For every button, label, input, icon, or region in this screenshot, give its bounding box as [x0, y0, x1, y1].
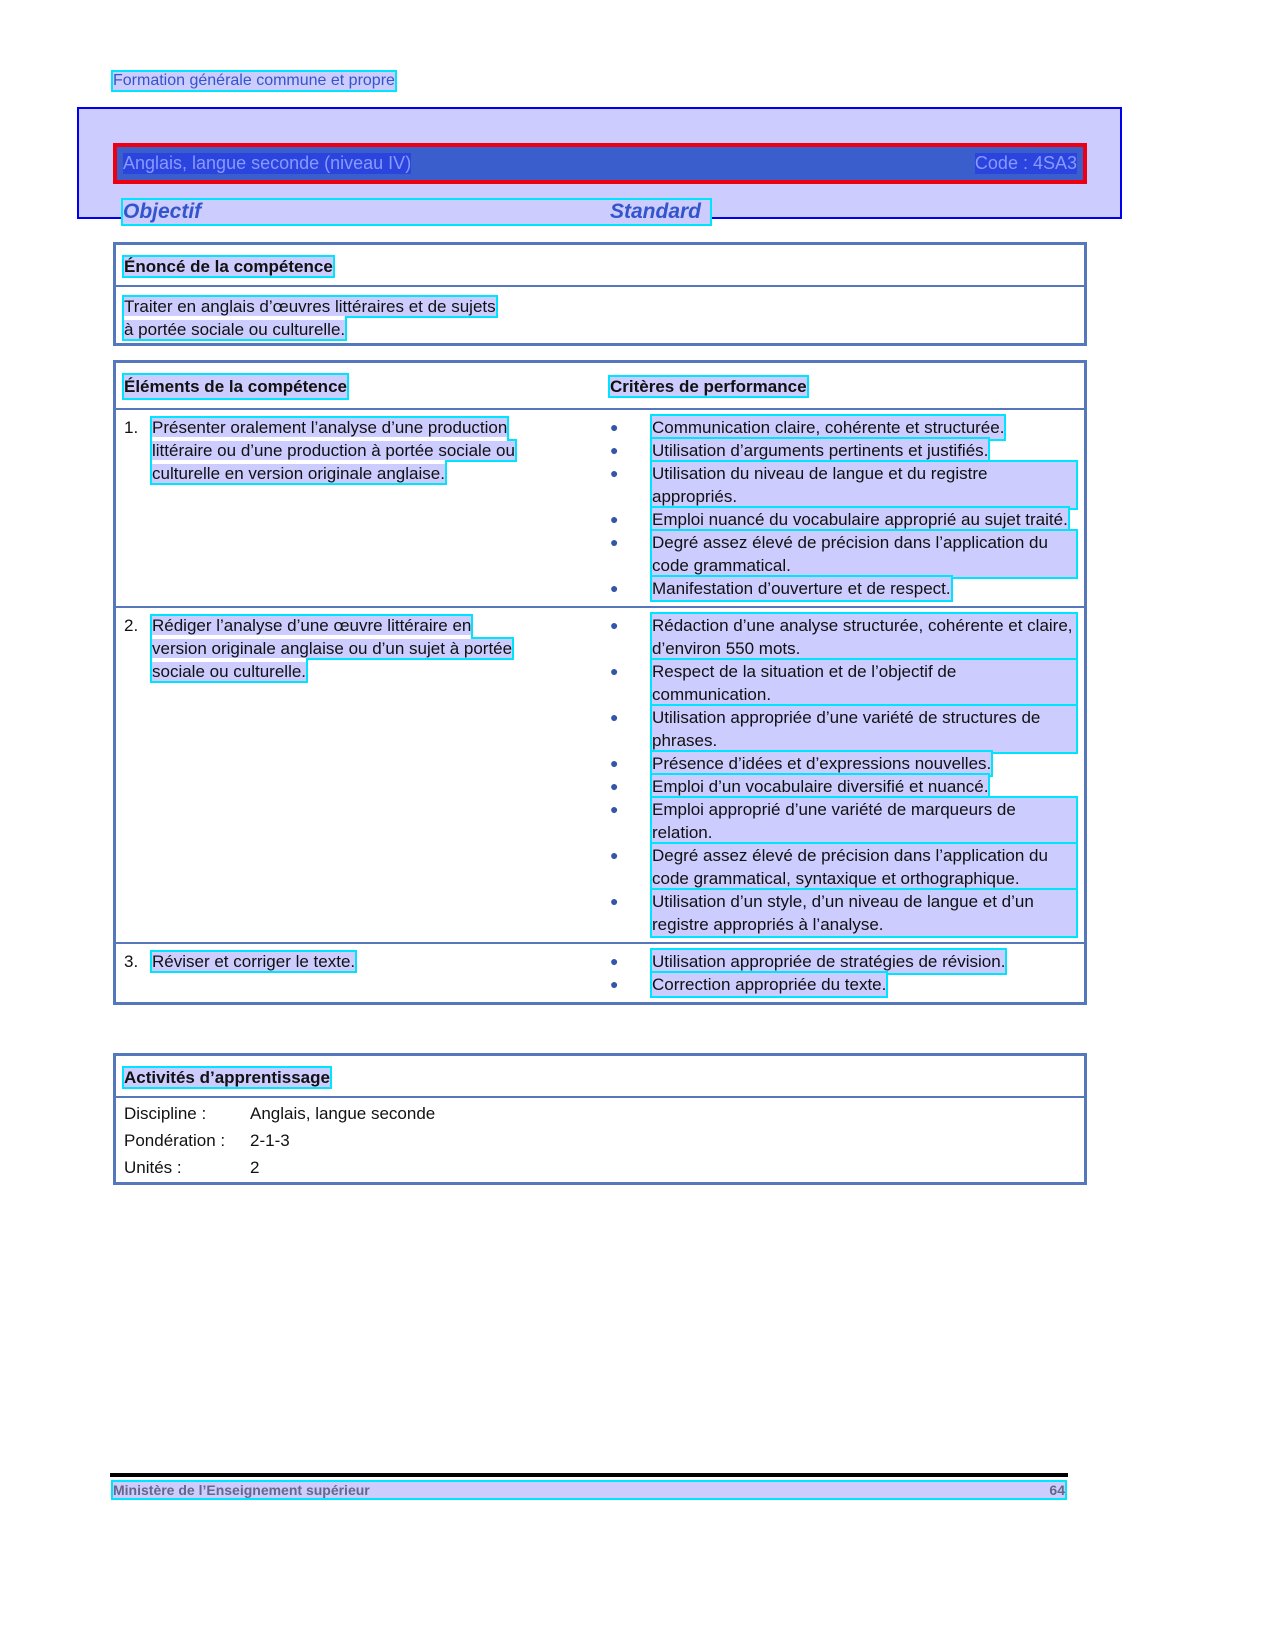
activity-field [124, 1100, 1076, 1127]
bullet-icon: ● [610, 893, 619, 909]
criterion-text: Utilisation appropriée d’une variété de structures de phrases. [652, 706, 1076, 752]
criterion-item [610, 614, 1076, 660]
objective-label: Objectif [123, 200, 202, 223]
bullet-icon: ● [610, 511, 619, 527]
element-row [116, 608, 1084, 944]
criterion-item [610, 844, 1076, 890]
bullet-icon: ● [610, 534, 619, 550]
activity-field [124, 1154, 1076, 1181]
criterion-text: Utilisation du niveau de langue et du registre appropriés. [652, 462, 1076, 508]
criterion-item [610, 706, 1076, 752]
course-title-bar [113, 143, 1087, 184]
field-value: Anglais, langue seconde [250, 1104, 436, 1123]
criterion-text: Emploi approprié d’une variété de marqueurs de relation. [652, 798, 1076, 844]
criterion-text: Rédaction d’une analyse structurée, cohérente et claire, d’environ 550 mots. [652, 614, 1076, 660]
criterion-text: Utilisation appropriée de stratégies de révision. [652, 952, 1006, 971]
objective-standard-row [123, 200, 710, 224]
footer [113, 1482, 1065, 1498]
bullet-icon: ● [610, 801, 619, 817]
section-header: Formation générale commune et propre [113, 72, 395, 89]
criterion-item [610, 462, 1076, 508]
criterion-text: Correction appropriée du texte. [652, 975, 887, 994]
element-row [116, 410, 1084, 608]
criterion-text: Présence d’idées et d’expressions nouvelles. [652, 754, 992, 773]
criterion-text: Utilisation d’un style, d’un niveau de langue et d’un registre appropriés à l’analyse. [652, 890, 1076, 936]
field-label: Unités : [124, 1158, 182, 1177]
activities-heading: Activités d’apprentissage [124, 1068, 330, 1087]
field-label: Discipline : [124, 1104, 207, 1123]
element-row [116, 944, 1084, 1002]
criterion-item [610, 577, 1076, 600]
criterion-text: Manifestation d’ouverture et de respect. [652, 579, 951, 598]
criterion-item [610, 890, 1076, 936]
standard-label: Standard [610, 200, 702, 223]
field-label: Pondération : [124, 1131, 226, 1150]
element-text-content: Rédiger l’analyse d’une œuvre littéraire en version originale anglaise ou d’un sujet à portée sociale ou culturelle. [152, 616, 513, 681]
activity-field [124, 1127, 1076, 1154]
bullet-icon: ● [610, 953, 619, 969]
criterion-text: Degré assez élevé de précision dans l’application du code grammatical, syntaxique et orthographique. [652, 844, 1076, 890]
criterion-text: Emploi d’un vocabulaire diversifié et nuancé. [652, 777, 989, 796]
bullet-icon: ● [610, 617, 619, 633]
criterion-text: Degré assez élevé de précision dans l’application du code grammatical. [652, 531, 1076, 577]
criterion-text: Utilisation d’arguments pertinents et justifiés. [652, 441, 989, 460]
criterion-text: Communication claire, cohérente et structurée. [652, 418, 1005, 437]
criteria-heading: Critères de performance [610, 377, 807, 396]
criterion-item [610, 950, 1076, 973]
bullet-icon: ● [610, 755, 619, 771]
element-text-content: Présenter oralement l’analyse d’une production littéraire ou d’une production à portée sociale ou culturelle en version originale anglaise. [152, 418, 515, 483]
element-text [152, 416, 522, 600]
bullet-icon: ● [610, 663, 619, 679]
statement-text: Traiter en anglais d’œuvres littéraires et de sujets à portée sociale ou culturelle. [124, 297, 496, 339]
element-number: 3. [124, 952, 139, 971]
bullet-icon: ● [610, 465, 619, 481]
bullet-icon: ● [610, 778, 619, 794]
element-number: 2. [124, 616, 139, 635]
criterion-text: Respect de la situation et de l’objectif de communication. [652, 660, 1076, 706]
competence-statement-box [113, 242, 1087, 346]
criterion-item [610, 439, 1076, 462]
criterion-item [610, 775, 1076, 798]
bullet-icon: ● [610, 419, 619, 435]
bullet-icon: ● [610, 976, 619, 992]
element-text-content: Réviser et corriger le texte. [152, 952, 356, 971]
course-code: Code : 4SA3 [974, 153, 1077, 173]
element-number: 1. [124, 418, 139, 437]
statement-heading: Énoncé de la compétence [124, 257, 333, 276]
bullet-icon: ● [610, 580, 619, 596]
footer-ministry: Ministère de l’Enseignement supérieur [113, 1482, 370, 1498]
criterion-item [610, 531, 1076, 577]
criterion-item [610, 508, 1076, 531]
elements-table [113, 360, 1087, 1005]
criterion-text: Emploi nuancé du vocabulaire approprié au sujet traité. [652, 510, 1068, 529]
bullet-icon: ● [610, 442, 619, 458]
criterion-item [610, 660, 1076, 706]
course-title: Anglais, langue seconde (niveau IV) [123, 153, 412, 173]
footer-rule [110, 1473, 1068, 1477]
field-value: 2-1-3 [250, 1131, 290, 1150]
criterion-item [610, 752, 1076, 775]
elements-heading: Éléments de la compétence [124, 377, 347, 396]
bullet-icon: ● [610, 709, 619, 725]
criterion-item [610, 416, 1076, 439]
element-text [152, 614, 522, 936]
bullet-icon: ● [610, 847, 619, 863]
criterion-item [610, 973, 1076, 996]
element-text [152, 950, 522, 996]
activities-box [113, 1053, 1087, 1185]
field-value: 2 [250, 1158, 260, 1177]
criterion-item [610, 798, 1076, 844]
page-number: 64 [1049, 1482, 1065, 1498]
